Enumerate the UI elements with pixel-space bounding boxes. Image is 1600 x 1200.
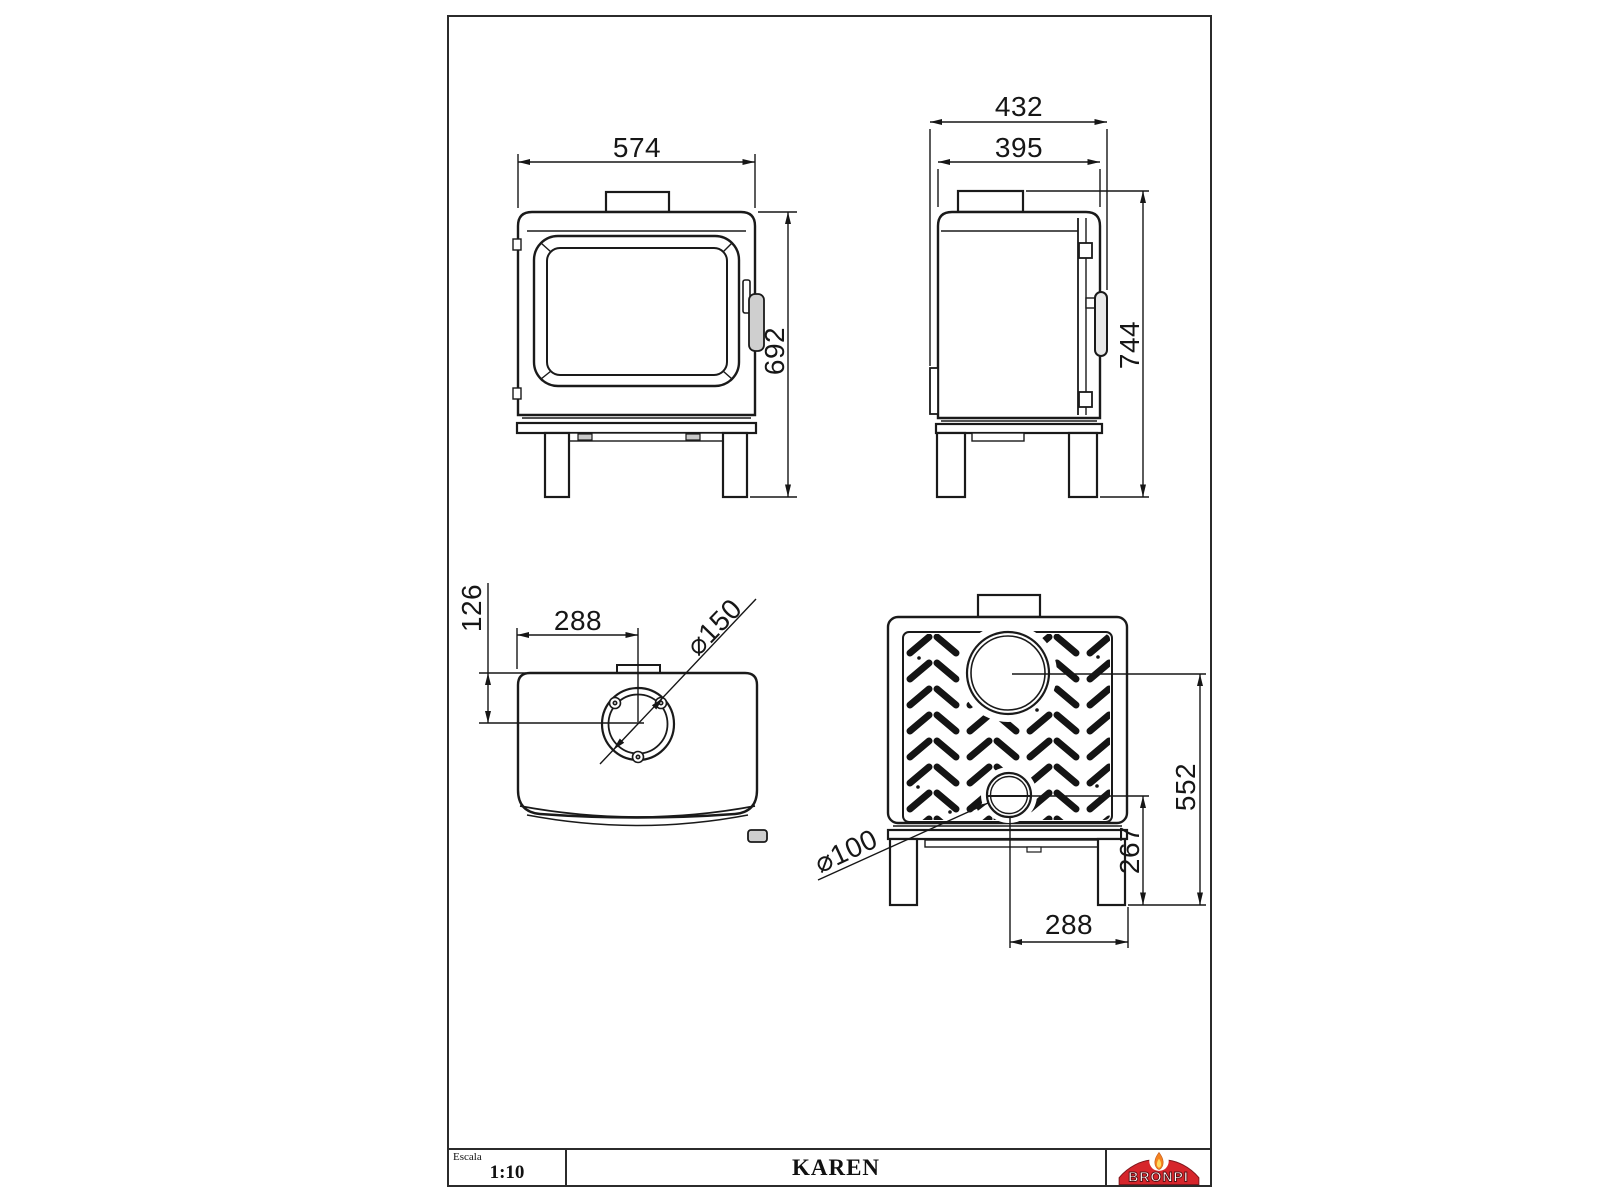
rear-flue-outlet-outer (967, 632, 1049, 714)
dim-front-height-label: 692 (759, 326, 790, 376)
scale-value: 1:10 (489, 1162, 525, 1183)
dim-front-width-label: 574 (612, 132, 662, 163)
rear-leg-right (1098, 839, 1125, 905)
side-leg-right (1069, 433, 1097, 497)
side-base-platform (936, 424, 1102, 433)
rear-view (888, 595, 1127, 905)
drawer-clip-right (686, 434, 700, 440)
side-handle-bracket (1086, 298, 1095, 308)
front-flue-collar (606, 192, 669, 212)
side-door-handle (1095, 292, 1107, 356)
brand-name: BRONPI (1128, 1168, 1189, 1184)
side-leg-left (937, 433, 965, 497)
side-drawer-notch (972, 433, 1024, 441)
front-hinge-bottom (513, 388, 521, 399)
dim-side-overall-depth-label: 432 (994, 91, 1044, 122)
rear-leg-left (890, 839, 917, 905)
front-leg-right (723, 433, 747, 497)
dim-rear-flue-height-label: 552 (1170, 762, 1201, 812)
side-view (930, 191, 1107, 497)
scale-cell (449, 1150, 567, 1185)
title-block (447, 1148, 1212, 1187)
side-flue-collar (958, 191, 1023, 212)
bronpi-logo (1116, 1150, 1202, 1185)
front-leg-left (545, 433, 569, 497)
dim-side-overall-height-label: 744 (1114, 320, 1145, 370)
arrow-up (485, 673, 491, 685)
dim-rear-inlet-height-label: 267 (1114, 825, 1145, 875)
front-hinge-top (513, 239, 521, 250)
title-cell (567, 1150, 1105, 1185)
drawer-clip-left (578, 434, 592, 440)
top-handle (748, 830, 767, 842)
dim-top-flue-diameter-label: ⌀150 (680, 592, 748, 662)
dim-rear-inlet-diameter-label: ⌀100 (809, 823, 883, 879)
scale-label: Escala (453, 1151, 482, 1163)
side-body (938, 212, 1100, 418)
rear-flue-collar (978, 595, 1040, 617)
front-view (513, 192, 764, 497)
rear-drawer-tab (1027, 847, 1041, 852)
side-rear-inlet-box (930, 368, 938, 414)
dim-top-flue-center-label: 288 (553, 605, 603, 636)
rear-drawer-line (925, 840, 1098, 847)
front-base-platform (517, 423, 756, 433)
dim-rear-inlet-offset-label: 288 (1044, 909, 1094, 940)
arrow-down (485, 711, 491, 723)
dim-top-flue-offset-label: 126 (456, 583, 487, 633)
side-hinge-bottom (1079, 392, 1092, 407)
top-view (518, 665, 767, 842)
logo-cell (1105, 1150, 1210, 1185)
side-hinge-top (1079, 243, 1092, 258)
front-door-handle (749, 294, 764, 351)
product-title: KAREN (791, 1154, 881, 1180)
dim-side-body-depth-label: 395 (994, 132, 1044, 163)
